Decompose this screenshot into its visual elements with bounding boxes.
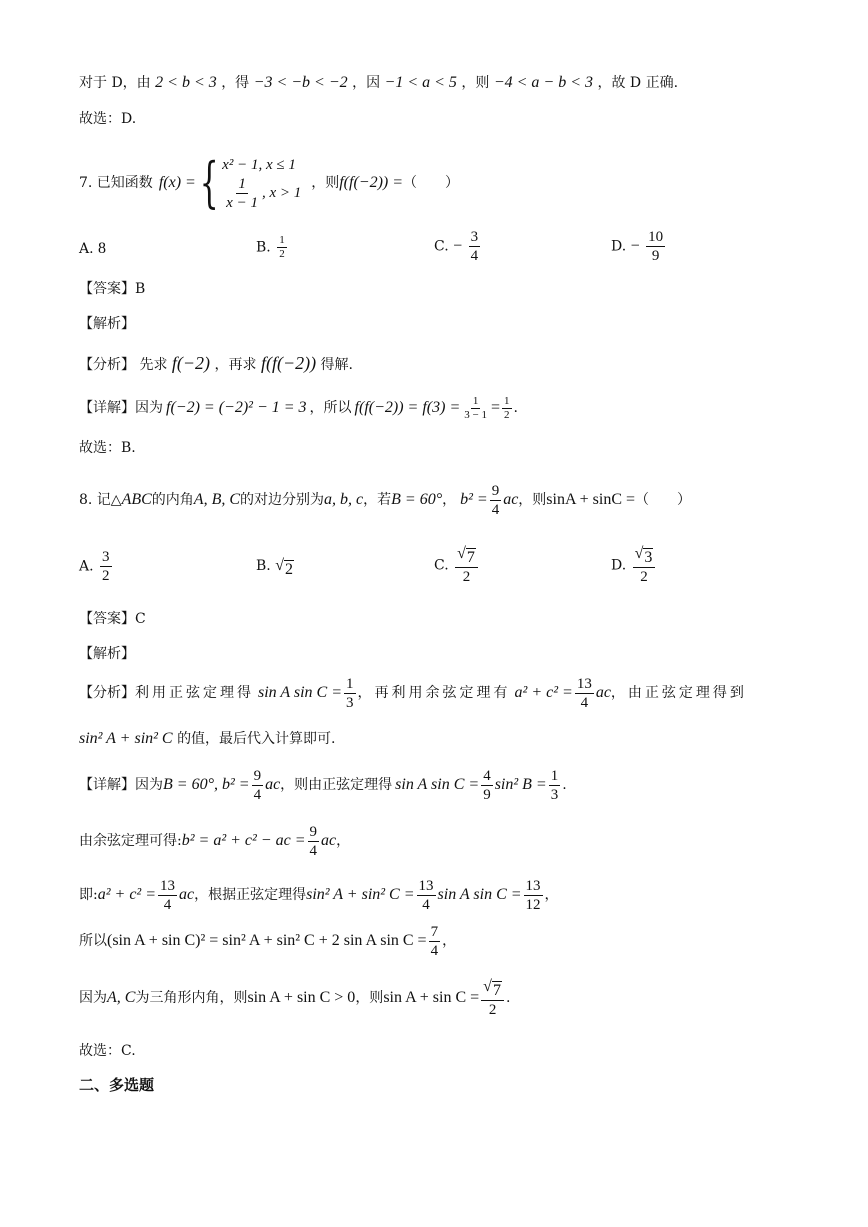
analysis-detail: 【详解】 因为 B = 60°, b² = $\frac{9}{4}$ ac ，则由正弦定理得 sin A sin C = $\frac{4}{9}$ sin² B = $\frac{1}{3}$ . [79, 767, 567, 803]
math-function: f(x) = [158, 174, 196, 191]
math-expression: sin A sin C = [258, 684, 343, 701]
text: 即: [79, 887, 98, 903]
fraction [481, 978, 504, 1019]
option-value: 8 [98, 240, 107, 257]
fraction [252, 767, 264, 804]
sign: − [630, 237, 640, 255]
math-expression: sin A + sin C = [383, 989, 480, 1006]
denominator: x − 1 [226, 194, 258, 211]
math-variable: ac [503, 491, 519, 508]
text: ， [442, 492, 457, 508]
math-expression: sin² A + sin² C = [306, 886, 415, 903]
analysis-title [79, 643, 135, 665]
text: 因为 [135, 777, 163, 793]
numerator: 9 [309, 823, 317, 840]
denominator: 2 [462, 569, 471, 585]
option-label: C. [434, 238, 449, 255]
fraction [100, 548, 112, 585]
fraction [417, 877, 436, 914]
text: 的对边分别为 [240, 492, 325, 508]
denominator: 2 [504, 408, 510, 421]
math-expression: B = 60° [391, 491, 443, 508]
fraction [646, 228, 665, 265]
piecewise-cases [222, 155, 301, 212]
math-expression: sin² A + sin² C [79, 730, 173, 747]
option-label: A. [79, 241, 94, 257]
numerator: 1 [346, 675, 354, 692]
text: ，再求 [214, 357, 257, 373]
numerator: 13 [525, 877, 541, 894]
text: 【解析】 [79, 316, 135, 332]
text: 因为 [135, 400, 163, 416]
period: . [505, 990, 511, 1006]
answer: 【答案】B [79, 281, 146, 297]
math-angles: A, B, C [193, 491, 241, 508]
text: 【解析】 [79, 646, 135, 662]
fraction [502, 395, 512, 422]
text: 由余弦定理可得: [79, 833, 182, 849]
analysis-fenxi-continued [79, 728, 336, 750]
label: 【详解】 [79, 400, 135, 416]
denominator: 2 [640, 569, 648, 585]
denominator: 4 [163, 896, 172, 913]
math-triangle: ABC [121, 491, 152, 508]
section-heading [79, 1074, 154, 1096]
numerator: 1 [238, 175, 246, 192]
option-a [79, 548, 114, 585]
label: 【分析】 [79, 685, 135, 701]
text: 所以 [79, 933, 107, 949]
math-expression: (sin A + sin C)² = sin² A + sin² C + 2 sin A sin C = [107, 932, 427, 949]
math-inequality: −1 < a < 5 [384, 74, 457, 91]
math-expression: sinA + sinC = [546, 491, 636, 508]
denominator: 4 [422, 896, 430, 913]
question-number: 7. 已知函数 [79, 175, 153, 191]
answer-line [79, 278, 145, 300]
radicand: 2 [284, 561, 293, 578]
fraction [481, 767, 493, 804]
denominator: 9 [651, 248, 660, 264]
math-expression: sin A sin C = [395, 776, 480, 793]
option-label: A. [79, 558, 94, 575]
fraction [524, 877, 543, 914]
cosine-rule-line [79, 820, 350, 862]
case-2-condition: , x > 1 [261, 185, 302, 201]
text: 的值，最后代入计算即可. [177, 731, 336, 747]
text: 故选：C. [79, 1043, 136, 1059]
ji-line [79, 874, 559, 916]
radicand: 7 [492, 981, 501, 999]
label: 【详解】 [79, 777, 135, 793]
text: ，根据正弦定理得 [194, 887, 307, 903]
numerator: 9 [491, 482, 500, 499]
fraction [277, 234, 287, 261]
fraction [308, 823, 320, 860]
denominator: 9 [483, 786, 491, 803]
numerator: 1 [472, 394, 479, 407]
numerator: 13 [576, 675, 592, 692]
text: ，所以 [309, 400, 352, 416]
fraction [490, 482, 502, 519]
denominator: 4 [430, 942, 439, 959]
text: ，故 D 正确. [597, 75, 679, 91]
option-d [611, 545, 657, 586]
choose-line [79, 437, 136, 459]
text: ，则 [461, 75, 490, 91]
math-inequality: −4 < a − b < 3 [493, 74, 594, 91]
numerator: 7 [430, 923, 439, 940]
denominator: 4 [470, 248, 479, 264]
denominator: 2 [102, 568, 110, 584]
fraction [549, 767, 561, 804]
denominator: 12 [525, 896, 541, 913]
choose-line [79, 1040, 136, 1062]
section-title: 二、多选题 [79, 1076, 155, 1094]
equals: = [490, 399, 500, 416]
option-c [434, 545, 480, 586]
text: ， [544, 887, 559, 903]
math-sides: a, b, c [324, 491, 364, 508]
text: ，则 [355, 990, 384, 1006]
numerator: 1 [550, 767, 559, 784]
option-d [611, 228, 667, 265]
numerator: 3 [102, 549, 110, 565]
answer-blank: （ ） [635, 492, 692, 508]
text: ，若 [363, 492, 392, 508]
math-expression: f(f(−2)) = [339, 174, 404, 191]
option-b [256, 234, 289, 261]
analysis-fenxi [79, 352, 353, 376]
answer-line [79, 608, 146, 630]
text: ，得 [221, 75, 250, 91]
math-expression: a² + c² = [97, 886, 157, 903]
yinwei-line [79, 976, 510, 1020]
math-expression: sin A sin C = [437, 886, 522, 903]
label: 【分析】 [79, 357, 135, 373]
text: ， [442, 933, 457, 949]
square-root: √ 7 [483, 977, 501, 999]
math-expression: a² + c² = [514, 684, 573, 701]
text: ，因 [352, 75, 381, 91]
option-c [434, 228, 482, 265]
fraction [429, 923, 441, 960]
option-a [79, 240, 106, 258]
option-label: D. [611, 238, 627, 255]
text: ，由正弦定理得到 [610, 685, 747, 701]
text: 先求 [139, 357, 168, 373]
math-variable: ac [595, 684, 611, 701]
math-inequality: 2 < b < 3 [155, 74, 217, 91]
option-b [256, 557, 294, 579]
case-1: x² − 1, x ≤ 1 [222, 156, 296, 173]
analysis-title [79, 313, 135, 335]
fraction [455, 545, 478, 586]
math-expression: b² = [460, 491, 488, 508]
left-brace: { [199, 151, 219, 214]
math-expression: b² = a² + c² − ac = [181, 832, 306, 849]
math-variable: ac [179, 886, 195, 903]
choose-line [79, 108, 136, 130]
math-variable: ac [321, 832, 337, 849]
text: ， [336, 833, 351, 849]
denominator: 4 [580, 694, 589, 711]
question-number: 8. 记△ [79, 492, 122, 508]
option-d-explanation [79, 72, 678, 94]
fraction [633, 545, 656, 586]
text: ，则由正弦定理得 [280, 777, 393, 793]
sign: − [453, 237, 463, 255]
text: 得解. [320, 357, 353, 373]
math-expression: sin A + sin C > 0 [247, 989, 356, 1006]
text: 故选：D. [79, 111, 137, 127]
numerator: 13 [160, 877, 176, 894]
text: ，则 [311, 175, 340, 191]
text: 利用正弦定理得 [135, 685, 254, 701]
denominator: 3 [550, 786, 559, 803]
suoyi-line [79, 920, 456, 962]
text: 为三角形内角，则 [135, 990, 248, 1006]
fraction [462, 395, 489, 422]
math-expression: sin² B = [494, 776, 547, 793]
math-expression: f(f(−2)) = f(3) = [354, 399, 461, 416]
fraction [224, 175, 260, 212]
option-label: B. [256, 239, 271, 256]
numerator: 3 [470, 229, 479, 245]
numerator: 9 [253, 767, 262, 784]
option-label: C. [434, 557, 449, 574]
math-expression: f(−2) = (−2)² − 1 = 3 [166, 399, 307, 416]
numerator: 1 [504, 394, 510, 407]
fraction [158, 877, 177, 914]
denominator: 2 [279, 248, 285, 260]
radicand: 3 [644, 549, 653, 566]
fraction [344, 675, 356, 712]
denominator: 4 [491, 501, 500, 518]
numerator: 13 [418, 877, 434, 894]
option-label: D. [611, 557, 627, 574]
question-7-stem [79, 148, 459, 218]
square-root: √ 3 [634, 545, 653, 566]
math-expression: B = 60°, b² = [163, 776, 250, 793]
answer-blank: （ ） [403, 175, 460, 191]
numerator: 10 [648, 229, 664, 245]
answer: 【答案】C [79, 611, 146, 627]
denominator: 3 [346, 694, 354, 711]
denominator: 2 [488, 1001, 497, 1018]
option-label: B. [256, 558, 271, 574]
text: 对于 D，由 [79, 75, 151, 91]
math-inequality: −3 < −b < −2 [253, 74, 348, 91]
denominator: 4 [253, 786, 262, 803]
text: 故选：B. [79, 440, 136, 456]
text: ，再利用余弦定理有 [357, 685, 511, 701]
math-angles: A, C [107, 989, 136, 1006]
math-expression: f(−2) [171, 353, 211, 373]
fraction [575, 675, 594, 712]
analysis-detail [79, 388, 518, 428]
numerator: 4 [483, 767, 491, 784]
text: 因为 [79, 990, 107, 1006]
question-8-stem [79, 478, 691, 522]
analysis-fenxi [79, 672, 747, 714]
math-variable: ac [265, 776, 281, 793]
fraction [469, 228, 481, 265]
period: . [513, 400, 518, 416]
text: ，则 [518, 492, 547, 508]
square-root: √ 7 [457, 545, 475, 566]
numerator: 1 [279, 234, 285, 246]
radicand: 7 [466, 549, 475, 566]
denominator: 4 [309, 842, 317, 859]
denominator: 3 − 1 [464, 408, 487, 421]
math-expression: f(f(−2)) [260, 353, 317, 373]
text: 的内角 [151, 492, 194, 508]
square-root: √ 2 [275, 557, 293, 578]
